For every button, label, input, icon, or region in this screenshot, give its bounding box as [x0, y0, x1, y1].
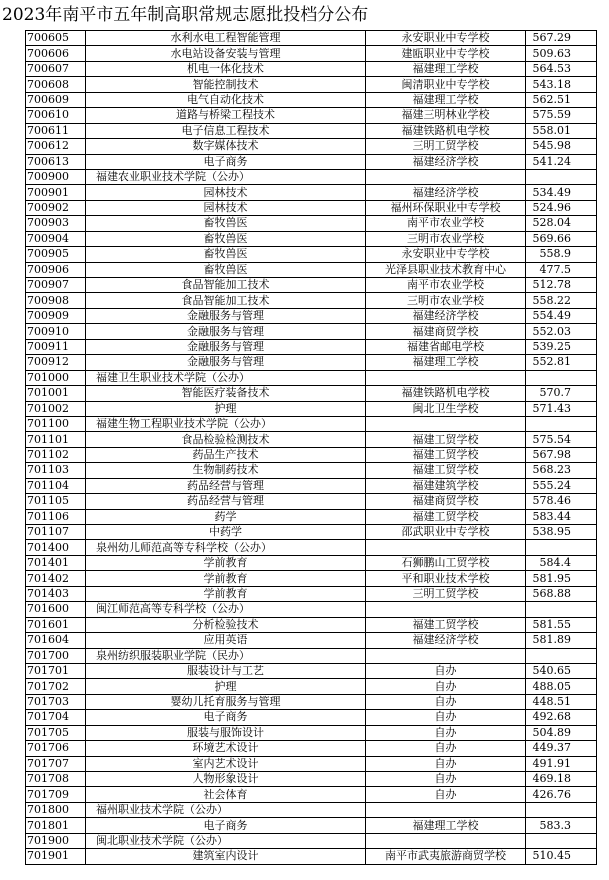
school-cell: 福建铁路机电学校 — [366, 386, 526, 401]
school-cell: 自办 — [366, 679, 526, 694]
major-cell: 护理 — [86, 679, 366, 694]
table-row — [26, 849, 597, 864]
program-code-cell: 700910 — [26, 324, 86, 339]
score-cell: 554.49 — [526, 308, 597, 323]
school-cell — [366, 802, 526, 817]
institution-name-cell: 泉州纺织服装职业学院（民办） — [86, 648, 366, 663]
score-cell: 558.01 — [526, 123, 597, 138]
program-code-cell: 701106 — [26, 509, 86, 524]
major-cell: 婴幼儿托育服务与管理 — [86, 694, 366, 709]
program-code-cell: 700905 — [26, 247, 86, 262]
table-row — [26, 293, 597, 308]
school-cell: 福建经济学校 — [366, 633, 526, 648]
program-code-cell: 700611 — [26, 123, 86, 138]
score-cell: 562.51 — [526, 92, 597, 107]
table-row — [26, 663, 597, 678]
program-code-cell: 701100 — [26, 416, 86, 431]
school-cell — [366, 602, 526, 617]
table-row — [26, 324, 597, 339]
program-code-cell: 700609 — [26, 92, 86, 107]
school-cell: 自办 — [366, 741, 526, 756]
program-code-cell: 701701 — [26, 663, 86, 678]
program-code-cell: 700613 — [26, 154, 86, 169]
program-code-cell: 701801 — [26, 818, 86, 833]
program-code-cell: 700902 — [26, 200, 86, 215]
program-code-cell: 701001 — [26, 386, 86, 401]
major-cell: 环境艺术设计 — [86, 741, 366, 756]
score-cell: 568.23 — [526, 463, 597, 478]
major-cell: 食品智能加工技术 — [86, 293, 366, 308]
school-cell: 闽清职业中专学校 — [366, 77, 526, 92]
table-row — [26, 633, 597, 648]
table-row — [26, 262, 597, 277]
table-row — [26, 216, 597, 231]
program-code-cell: 701604 — [26, 633, 86, 648]
school-cell: 平和职业技术学校 — [366, 571, 526, 586]
score-cell: 575.59 — [526, 108, 597, 123]
major-cell: 畜牧兽医 — [86, 231, 366, 246]
school-cell: 福建工贸学校 — [366, 432, 526, 447]
table-row — [26, 77, 597, 92]
table-row — [26, 818, 597, 833]
institution-name-cell: 福建生物工程职业技术学院（公办） — [86, 416, 366, 431]
major-cell: 学前教育 — [86, 555, 366, 570]
table-row — [26, 355, 597, 370]
table-row — [26, 46, 597, 61]
score-cell: 492.68 — [526, 710, 597, 725]
institution-row — [26, 370, 597, 385]
institution-name-cell: 泉州幼儿师范高等专科学校（公办） — [86, 540, 366, 555]
institution-name-cell: 闽江师范高等专科学校（公办） — [86, 602, 366, 617]
major-cell: 社会体育 — [86, 787, 366, 802]
score-cell: 581.95 — [526, 571, 597, 586]
page-title: 2023年南平市五年制高职常规志愿批投档分公布 — [2, 5, 369, 25]
table-row — [26, 509, 597, 524]
major-cell: 电子信息工程技术 — [86, 123, 366, 138]
school-cell: 自办 — [366, 772, 526, 787]
score-cell — [526, 602, 597, 617]
table-row — [26, 787, 597, 802]
table-row — [26, 725, 597, 740]
score-cell: 449.37 — [526, 741, 597, 756]
table-row — [26, 525, 597, 540]
program-code-cell: 700909 — [26, 308, 86, 323]
major-cell: 智能控制技术 — [86, 77, 366, 92]
score-cell: 568.88 — [526, 586, 597, 601]
school-cell: 自办 — [366, 663, 526, 678]
major-cell: 电子商务 — [86, 710, 366, 725]
program-code-cell: 700608 — [26, 77, 86, 92]
table-row — [26, 679, 597, 694]
program-code-cell: 701400 — [26, 540, 86, 555]
score-cell: 426.76 — [526, 787, 597, 802]
program-code-cell: 700901 — [26, 185, 86, 200]
major-cell: 建筑室内设计 — [86, 849, 366, 864]
program-code-cell: 701103 — [26, 463, 86, 478]
major-cell: 药学 — [86, 509, 366, 524]
score-cell: 569.66 — [526, 231, 597, 246]
institution-name-cell: 闽北职业技术学院（公办） — [86, 833, 366, 848]
school-cell: 南平市武夷旅游商贸学校 — [366, 849, 526, 864]
school-cell: 福建铁路机电学校 — [366, 123, 526, 138]
major-cell: 畜牧兽医 — [86, 262, 366, 277]
program-code-cell: 701402 — [26, 571, 86, 586]
school-cell: 自办 — [366, 694, 526, 709]
major-cell: 园林技术 — [86, 185, 366, 200]
major-cell: 机电一体化技术 — [86, 61, 366, 76]
program-code-cell: 700900 — [26, 169, 86, 184]
school-cell: 福建省邮电学校 — [366, 339, 526, 354]
score-cell: 491.91 — [526, 756, 597, 771]
major-cell: 水利水电工程智能管理 — [86, 31, 366, 46]
score-cell: 539.25 — [526, 339, 597, 354]
major-cell: 学前教育 — [86, 571, 366, 586]
table-row — [26, 308, 597, 323]
major-cell: 智能医疗装备技术 — [86, 386, 366, 401]
score-cell: 558.9 — [526, 247, 597, 262]
program-code-cell: 701401 — [26, 555, 86, 570]
institution-row — [26, 802, 597, 817]
school-cell: 建瓯职业中专学校 — [366, 46, 526, 61]
major-cell: 服装设计与工艺 — [86, 663, 366, 678]
school-cell: 自办 — [366, 710, 526, 725]
table-row — [26, 278, 597, 293]
institution-row — [26, 602, 597, 617]
program-code-cell: 701707 — [26, 756, 86, 771]
school-cell: 三明市农业学校 — [366, 231, 526, 246]
major-cell: 电子商务 — [86, 818, 366, 833]
school-cell — [366, 416, 526, 431]
score-cell: 564.53 — [526, 61, 597, 76]
table-row — [26, 108, 597, 123]
score-cell: 538.95 — [526, 525, 597, 540]
program-code-cell: 700612 — [26, 139, 86, 154]
table-row — [26, 61, 597, 76]
program-code-cell: 700911 — [26, 339, 86, 354]
table-row — [26, 694, 597, 709]
school-cell: 福建经济学校 — [366, 308, 526, 323]
program-code-cell: 700903 — [26, 216, 86, 231]
score-cell: 543.18 — [526, 77, 597, 92]
score-cell: 581.89 — [526, 633, 597, 648]
school-cell: 福建理工学校 — [366, 61, 526, 76]
major-cell: 分析检验技术 — [86, 617, 366, 632]
school-cell: 三明工贸学校 — [366, 139, 526, 154]
school-cell — [366, 169, 526, 184]
program-code-cell: 701102 — [26, 447, 86, 462]
admissions-table — [25, 30, 597, 865]
institution-row — [26, 648, 597, 663]
major-cell: 药品经营与管理 — [86, 494, 366, 509]
score-cell: 540.65 — [526, 663, 597, 678]
program-code-cell: 701706 — [26, 741, 86, 756]
score-cell: 575.54 — [526, 432, 597, 447]
table-row — [26, 463, 597, 478]
program-code-cell: 701000 — [26, 370, 86, 385]
major-cell: 食品检验检测技术 — [86, 432, 366, 447]
school-cell: 福建商贸学校 — [366, 494, 526, 509]
program-code-cell: 701107 — [26, 525, 86, 540]
score-cell: 583.3 — [526, 818, 597, 833]
institution-name-cell: 福建农业职业技术学院（公办） — [86, 169, 366, 184]
major-cell: 服装与服饰设计 — [86, 725, 366, 740]
program-code-cell: 701709 — [26, 787, 86, 802]
score-cell: 571.43 — [526, 401, 597, 416]
table-row — [26, 494, 597, 509]
school-cell: 邵武职业中专学校 — [366, 525, 526, 540]
school-cell: 南平市农业学校 — [366, 216, 526, 231]
score-cell: 534.49 — [526, 185, 597, 200]
school-cell: 自办 — [366, 756, 526, 771]
program-code-cell: 701600 — [26, 602, 86, 617]
major-cell: 畜牧兽医 — [86, 247, 366, 262]
school-cell — [366, 648, 526, 663]
table-row — [26, 756, 597, 771]
institution-name-cell: 福建卫生职业技术学院（公办） — [86, 370, 366, 385]
score-cell: 581.55 — [526, 617, 597, 632]
table-row — [26, 185, 597, 200]
major-cell: 应用英语 — [86, 633, 366, 648]
table-row — [26, 710, 597, 725]
major-cell: 室内艺术设计 — [86, 756, 366, 771]
table-body — [26, 31, 597, 865]
score-cell: 504.89 — [526, 725, 597, 740]
table-row — [26, 386, 597, 401]
major-cell: 电气自动化技术 — [86, 92, 366, 107]
school-cell: 三明市农业学校 — [366, 293, 526, 308]
score-cell: 552.03 — [526, 324, 597, 339]
score-cell: 558.22 — [526, 293, 597, 308]
institution-row — [26, 169, 597, 184]
table-row — [26, 571, 597, 586]
school-cell: 福建工贸学校 — [366, 617, 526, 632]
institution-row — [26, 833, 597, 848]
major-cell: 中药学 — [86, 525, 366, 540]
school-cell: 南平市农业学校 — [366, 278, 526, 293]
school-cell: 永安职业中专学校 — [366, 31, 526, 46]
table-row — [26, 123, 597, 138]
score-cell — [526, 648, 597, 663]
program-code-cell: 701703 — [26, 694, 86, 709]
table-row — [26, 231, 597, 246]
school-cell: 福建工贸学校 — [366, 463, 526, 478]
major-cell: 金融服务与管理 — [86, 308, 366, 323]
score-cell: 488.05 — [526, 679, 597, 694]
table-row — [26, 447, 597, 462]
major-cell: 生物制药技术 — [86, 463, 366, 478]
program-code-cell: 701800 — [26, 802, 86, 817]
major-cell: 药品经营与管理 — [86, 478, 366, 493]
score-cell: 510.45 — [526, 849, 597, 864]
school-cell: 福建理工学校 — [366, 92, 526, 107]
table-row — [26, 92, 597, 107]
school-cell: 自办 — [366, 725, 526, 740]
table-row — [26, 617, 597, 632]
program-code-cell: 700607 — [26, 61, 86, 76]
score-cell — [526, 540, 597, 555]
school-cell: 福建经济学校 — [366, 154, 526, 169]
school-cell: 光泽县职业技术教育中心 — [366, 262, 526, 277]
table-row — [26, 555, 597, 570]
score-cell: 545.98 — [526, 139, 597, 154]
program-code-cell: 701708 — [26, 772, 86, 787]
school-cell: 三明工贸学校 — [366, 586, 526, 601]
school-cell — [366, 370, 526, 385]
school-cell: 福建工贸学校 — [366, 447, 526, 462]
table-row — [26, 586, 597, 601]
institution-name-cell: 福州职业技术学院（公办） — [86, 802, 366, 817]
program-code-cell: 701403 — [26, 586, 86, 601]
program-code-cell: 701002 — [26, 401, 86, 416]
program-code-cell: 700610 — [26, 108, 86, 123]
table-row — [26, 200, 597, 215]
score-cell: 584.4 — [526, 555, 597, 570]
program-code-cell: 700907 — [26, 278, 86, 293]
school-cell — [366, 540, 526, 555]
score-cell: 567.98 — [526, 447, 597, 462]
table-row — [26, 31, 597, 46]
score-cell — [526, 169, 597, 184]
major-cell: 食品智能加工技术 — [86, 278, 366, 293]
program-code-cell: 701900 — [26, 833, 86, 848]
score-cell: 578.46 — [526, 494, 597, 509]
score-cell: 528.04 — [526, 216, 597, 231]
program-code-cell: 700912 — [26, 355, 86, 370]
table-row — [26, 139, 597, 154]
table-row — [26, 478, 597, 493]
major-cell: 数字媒体技术 — [86, 139, 366, 154]
school-cell: 闽北卫生学校 — [366, 401, 526, 416]
score-cell: 570.7 — [526, 386, 597, 401]
institution-row — [26, 540, 597, 555]
school-cell: 福建建筑学校 — [366, 478, 526, 493]
table-row — [26, 772, 597, 787]
program-code-cell: 701105 — [26, 494, 86, 509]
major-cell: 水电站设备安装与管理 — [86, 46, 366, 61]
table-row — [26, 247, 597, 262]
school-cell: 石狮鹏山工贸学校 — [366, 555, 526, 570]
table-row — [26, 154, 597, 169]
school-cell: 永安职业中专学校 — [366, 247, 526, 262]
program-code-cell: 701705 — [26, 725, 86, 740]
school-cell: 福州环保职业中专学校 — [366, 200, 526, 215]
table-row — [26, 432, 597, 447]
program-code-cell: 700606 — [26, 46, 86, 61]
score-cell: 541.24 — [526, 154, 597, 169]
school-cell: 福建工贸学校 — [366, 509, 526, 524]
school-cell: 福建理工学校 — [366, 818, 526, 833]
institution-row — [26, 416, 597, 431]
program-code-cell: 700605 — [26, 31, 86, 46]
major-cell: 护理 — [86, 401, 366, 416]
major-cell: 园林技术 — [86, 200, 366, 215]
score-cell: 555.24 — [526, 478, 597, 493]
program-code-cell: 700906 — [26, 262, 86, 277]
score-cell — [526, 802, 597, 817]
school-cell: 福建理工学校 — [366, 355, 526, 370]
major-cell: 金融服务与管理 — [86, 324, 366, 339]
school-cell: 自办 — [366, 787, 526, 802]
program-code-cell: 701601 — [26, 617, 86, 632]
major-cell: 金融服务与管理 — [86, 339, 366, 354]
program-code-cell: 701101 — [26, 432, 86, 447]
program-code-cell: 701702 — [26, 679, 86, 694]
score-cell — [526, 370, 597, 385]
table-row — [26, 401, 597, 416]
score-cell: 469.18 — [526, 772, 597, 787]
table-row — [26, 741, 597, 756]
program-code-cell: 700904 — [26, 231, 86, 246]
program-code-cell: 701704 — [26, 710, 86, 725]
school-cell — [366, 833, 526, 848]
program-code-cell: 701700 — [26, 648, 86, 663]
score-cell: 552.81 — [526, 355, 597, 370]
program-code-cell: 700908 — [26, 293, 86, 308]
major-cell: 畜牧兽医 — [86, 216, 366, 231]
school-cell: 福建三明林业学校 — [366, 108, 526, 123]
score-cell: 567.29 — [526, 31, 597, 46]
major-cell: 道路与桥梁工程技术 — [86, 108, 366, 123]
major-cell: 学前教育 — [86, 586, 366, 601]
score-cell — [526, 416, 597, 431]
score-cell: 583.44 — [526, 509, 597, 524]
major-cell: 药品生产技术 — [86, 447, 366, 462]
school-cell: 福建商贸学校 — [366, 324, 526, 339]
major-cell: 电子商务 — [86, 154, 366, 169]
program-code-cell: 701104 — [26, 478, 86, 493]
major-cell: 人物形象设计 — [86, 772, 366, 787]
score-cell: 509.63 — [526, 46, 597, 61]
major-cell: 金融服务与管理 — [86, 355, 366, 370]
score-cell: 512.78 — [526, 278, 597, 293]
score-cell: 524.96 — [526, 200, 597, 215]
score-cell: 448.51 — [526, 694, 597, 709]
school-cell: 福建经济学校 — [366, 185, 526, 200]
program-code-cell: 701901 — [26, 849, 86, 864]
score-cell — [526, 833, 597, 848]
score-cell: 477.5 — [526, 262, 597, 277]
table-row — [26, 339, 597, 354]
